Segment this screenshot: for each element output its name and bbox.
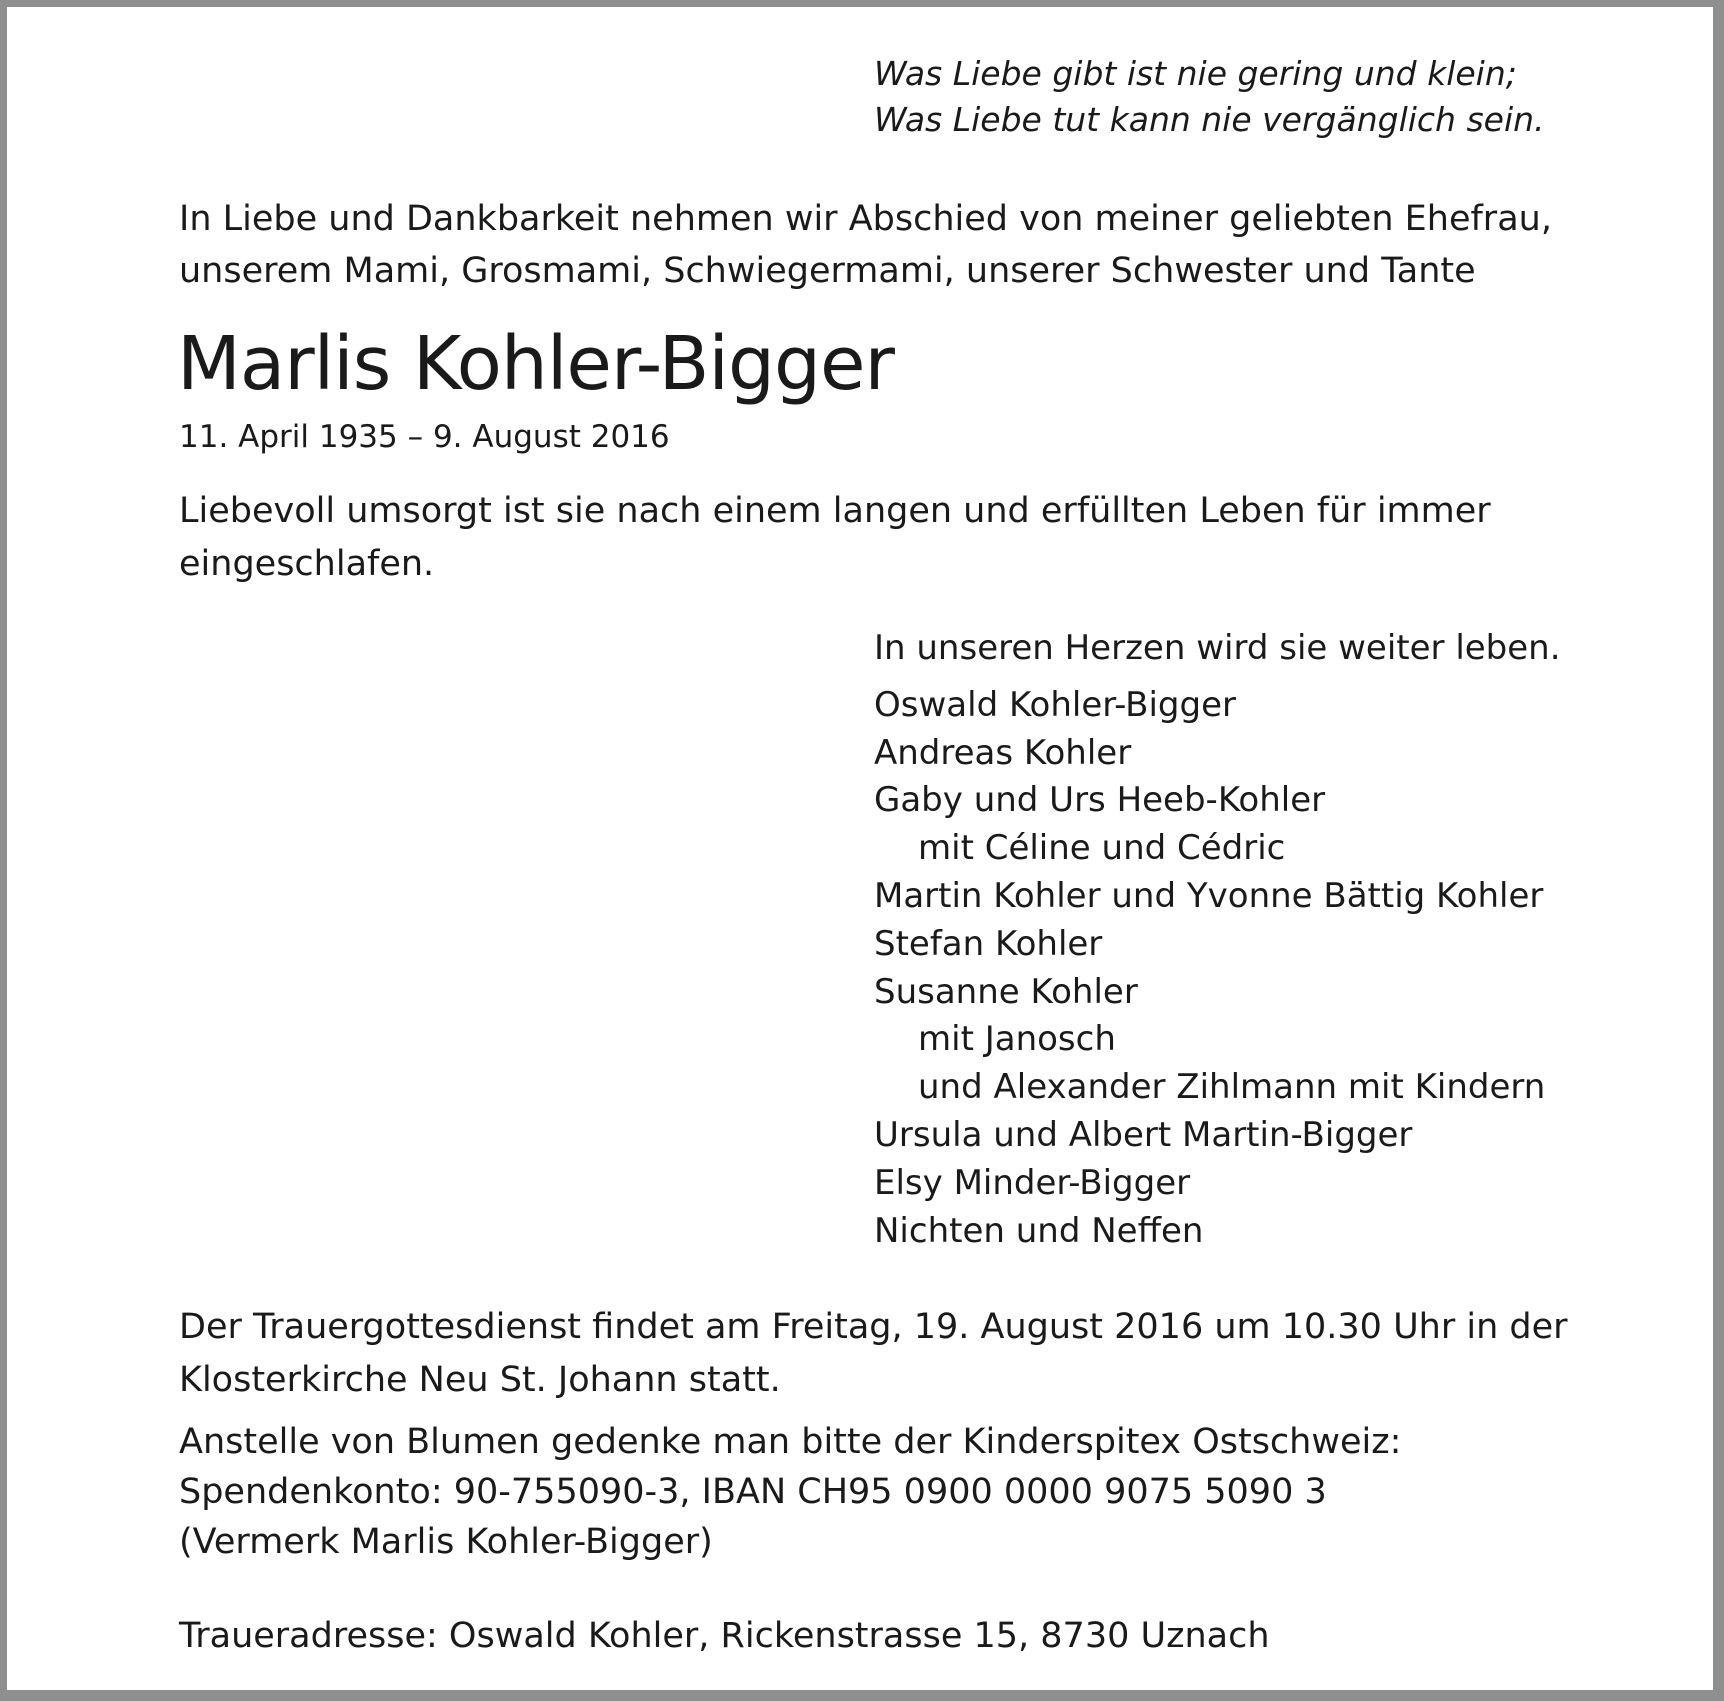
mourners-heading: In unseren Herzen wird sie weiter leben. [874,628,1561,668]
deceased-name: Marlis Kohler-Bigger [177,321,894,407]
mourner-entry: Ursula und Albert Martin-Bigger [874,1114,1413,1155]
life-statement-line: eingeschlafen. [179,544,435,584]
mourner-entry: Oswald Kohler-Bigger [874,684,1236,725]
motto-quote [874,51,1545,143]
mourner-entry: und Alexander Zihlmann mit Kindern [918,1067,1546,1108]
mourner-entry: mit Janosch [918,1019,1116,1060]
service-line: Der Trauergottesdienst findet am Freitag, 19. August 2016 um 10.30 Uhr in der [179,1307,1568,1347]
mourner-entry: Stefan Kohler [874,923,1103,964]
mourners-list [874,625,1561,1255]
mourner-entry: Gaby und Urs Heeb-Kohler [874,780,1326,821]
intro-line: In Liebe und Dankbarkeit nehmen wir Abschied von meiner geliebten Ehefrau, [179,199,1552,239]
motto-line: Was Liebe tut kann nie vergänglich sein. [874,100,1545,139]
funeral-service-info [179,1301,1568,1407]
intro-line: unserem Mami, Grosmami, Schwiegermami, unserer Schwester und Tante [179,251,1476,291]
life-dates: 11. April 1935 – 9. August 2016 [179,419,670,455]
life-statement-line: Liebevoll umsorgt ist sie nach einem langen und erfüllten Leben für immer [179,491,1491,531]
motto-line: Was Liebe gibt ist nie gering und klein; [874,54,1517,93]
mourning-address: Traueradresse: Oswald Kohler, Rickenstrasse 15, 8730 Uznach [179,1616,1270,1656]
donation-line: Anstelle von Blumen gedenke man bitte der Kinderspitex Ostschweiz: [179,1422,1402,1462]
donation-info [179,1417,1401,1567]
donation-line: (Vermerk Marlis Kohler-Bigger) [179,1522,713,1562]
mourner-entry: Elsy Minder-Bigger [874,1162,1191,1203]
life-statement [179,485,1491,591]
mourner-entry: mit Céline und Cédric [918,828,1286,869]
mourner-entry: Martin Kohler und Yvonne Bättig Kohler [874,875,1544,916]
service-line: Klosterkirche Neu St. Johann statt. [179,1360,781,1400]
intro-paragraph [179,193,1552,297]
mourner-entry: Susanne Kohler [874,971,1138,1012]
donation-line: Spendenkonto: 90-755090-3, IBAN CH95 0900 0000 9075 5090 3 [179,1472,1327,1512]
mourner-entry: Andreas Kohler [874,732,1132,773]
mourner-entry: Nichten und Neffen [874,1210,1204,1251]
